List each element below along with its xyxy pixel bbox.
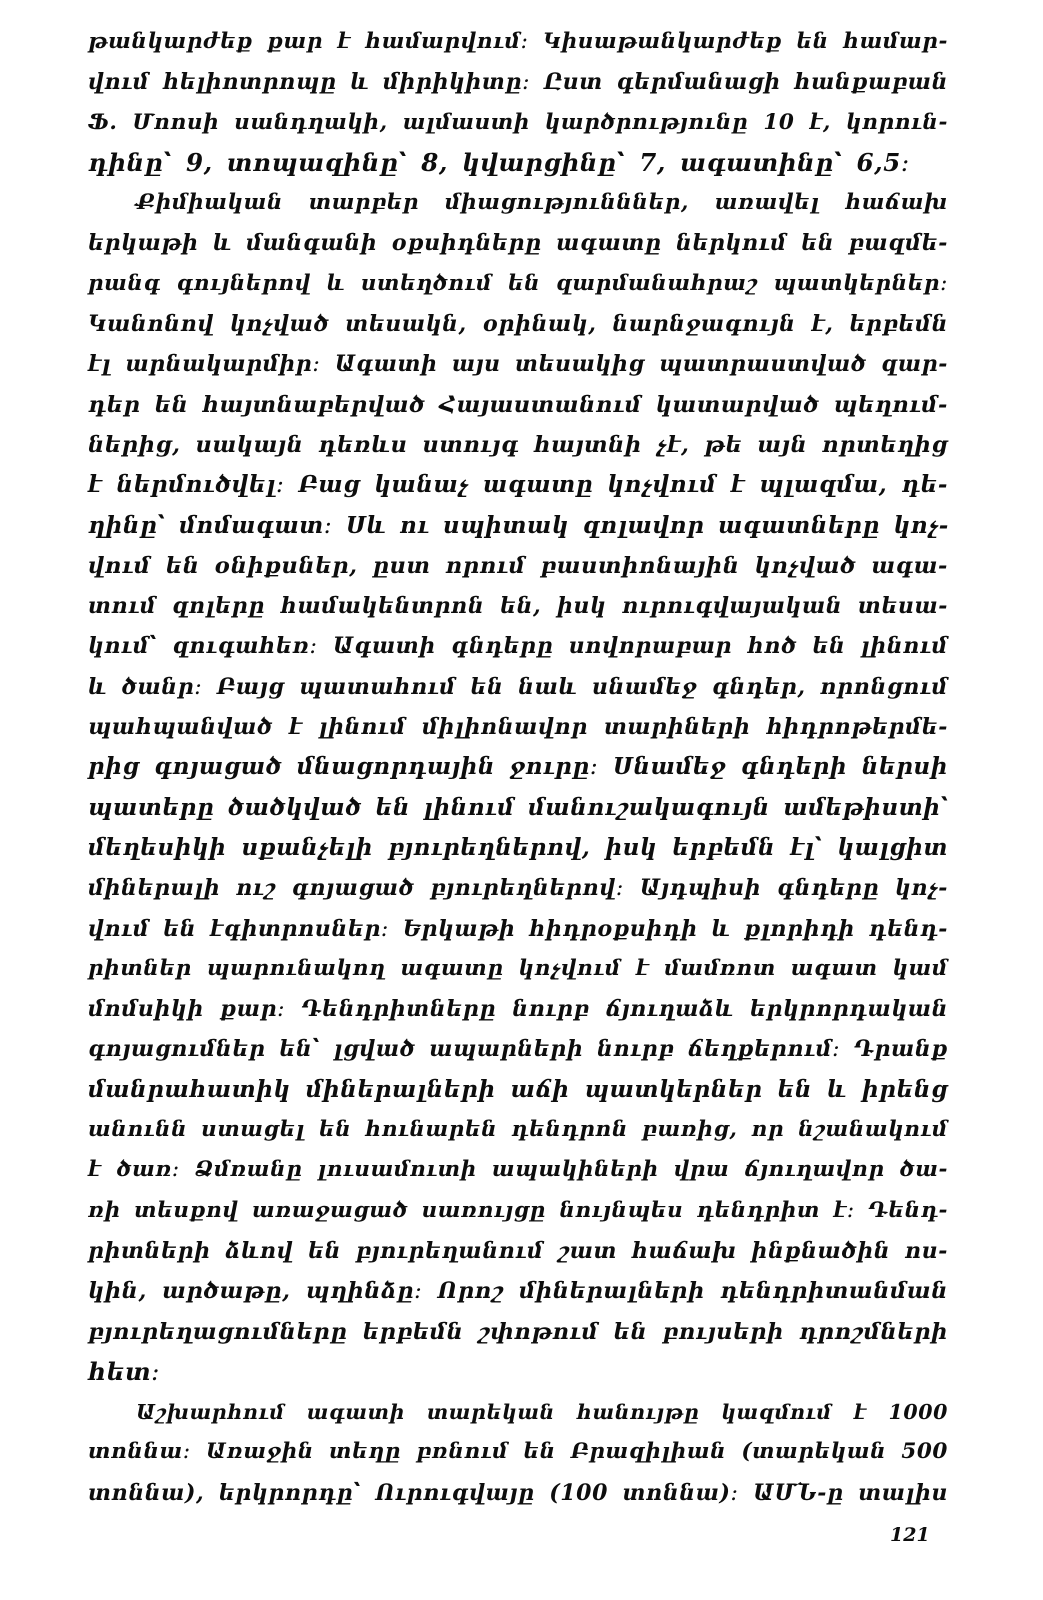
- text-line: Ֆ. Մոոսի սանդղակի, ալմաստի կարծրությունը 10 է, կորուն-: [88, 109, 948, 135]
- text-line: մանրահատիկ միներալների աճի պատկերներ են և իրենց: [88, 1075, 948, 1103]
- body-text: [88, 22, 948, 1513]
- text-line: տոննա։ Առաջին տեղը բռնում են Բրազիլիան (տարեկան 500: [88, 1439, 948, 1465]
- text-line: երկաթի և մանգանի օքսիդները ագատը ներկում են բազմե-: [88, 230, 948, 257]
- text-line: Քիմիական տարբեր միացությունններ, առավել հաճախ: [136, 190, 948, 216]
- text-line: ռի տեսքով առաջացած սառույցը նույնպես դենդրիտ է։ Դենդ-: [88, 1197, 948, 1223]
- text-line: և ծանր։ Բայց պատահում են նաև սնամեջ գնդեր, որոնցում: [88, 673, 948, 700]
- text-line: վում հելիոտրոպը և միրիկիտը։ Ըստ գերմանացի հանքաբան: [88, 69, 948, 96]
- page-number: 121: [890, 1524, 930, 1546]
- text-line: վում են էգիտրոսներ։ Երկաթի հիդրօքսիդի և քլորիդի դենդ-: [88, 915, 948, 942]
- text-line: բյուրեղացումները երբեմն շփոթում են բույսերի դրոշմների: [88, 1318, 948, 1345]
- text-line: միներալի ուշ գոյացած բյուրեղներով։ Այդպիսի գնդերը կոչ-: [88, 875, 948, 902]
- text-line: կում՝ զուգահեռ։ Ագատի գնդերը սովորաբար հոծ են լինում: [88, 633, 948, 660]
- text-line: Կանոնով կոչված տեսակն, օրինակ, նարնջագույն է, երբեմն: [88, 311, 948, 338]
- text-line: վում են օնիքսներ, ըստ որում բաստիոնային կոչված ագա-: [88, 552, 948, 579]
- text-line: գոյացումներ են՝ լցված ապարների նուրբ ճեղքերում։ Դրանք: [88, 1036, 948, 1063]
- text-line: հետ։: [88, 1356, 161, 1386]
- text-line: րիտների ձևով են բյուրեղանում շատ հաճախ ինքնածին ոս-: [88, 1237, 948, 1264]
- text-line: է ներմուծվել։ Բաց կանաչ ագատը կոչվում է պլազմա, դե-: [88, 471, 948, 499]
- text-line: րից գոյացած մնացորդային ջուրը։ Սնամեջ գնդերի ներսի: [88, 753, 948, 781]
- text-line: րիտներ պարունակող ագատը կոչվում է մամռոտ ագատ կամ: [88, 955, 948, 981]
- text-line: Աշխարհում ագատի տարեկան հանույթը կազմում է 1000: [136, 1400, 948, 1425]
- text-line: դեր են հայտնաբերված Հայաստանում կատարված պեղում-: [88, 391, 948, 418]
- text-line: անունն ստացել են հունարեն դենդրոն բառից, որ նշանակում: [88, 1117, 948, 1143]
- text-line: տում զոլերը համակենտրոն են, իսկ ուրուգվայական տեսա-: [88, 593, 948, 620]
- text-line: ներից, սակայն դեռևս ստույգ հայտնի չէ, թե այն որտեղից: [88, 431, 948, 458]
- text-line: թանկարժեք քար է համարվում։ Կիսաթանկարժեք են համար-: [88, 29, 948, 54]
- text-line: ղինը՝ մոմագատ։ Սև ու սպիտակ զոլավոր ագատները կոչ-: [88, 511, 949, 539]
- text-line: րանգ գույներով և ստեղծում են զարմանահրաշ պատկերներ։: [88, 270, 948, 296]
- text-line: մեղեսիկի սքանչելի բյուրեղներով, իսկ երբեմն էլ՝ կալցիտ: [88, 833, 948, 861]
- text-line: պատերը ծածկված են լինում մանուշակագույն ամեթիստի՝: [88, 793, 949, 821]
- text-line: դինը՝ 9, տոպազինը՝ 8, կվարցինը՝ 7, ագատինը՝ 6,5։: [88, 147, 910, 177]
- text-line: է ծառ։ Ձմռանը լուսամուտի ապակիների վրա ճյուղավոր ծա-: [88, 1157, 948, 1183]
- text-line: կին, արծաթը, պղինձը։ Որոշ միներալների դենդրիտանման: [88, 1278, 948, 1305]
- text-line: էլ արնակարմիր։ Ագատի այս տեսակից պատրաստված զար-: [88, 351, 948, 378]
- text-line: մոմսիկի քար։ Դենդրիտները նուրբ ճյուղաձև երկրորդական: [88, 996, 948, 1023]
- text-line: պահպանված է լինում միլիոնավոր տարիների հիդրոթերմե-: [88, 714, 948, 741]
- text-line: տոննա), երկրորդը՝ Ուրուգվայը (100 տոննա)։ ԱՄՆ-ը տալիս: [88, 1479, 948, 1506]
